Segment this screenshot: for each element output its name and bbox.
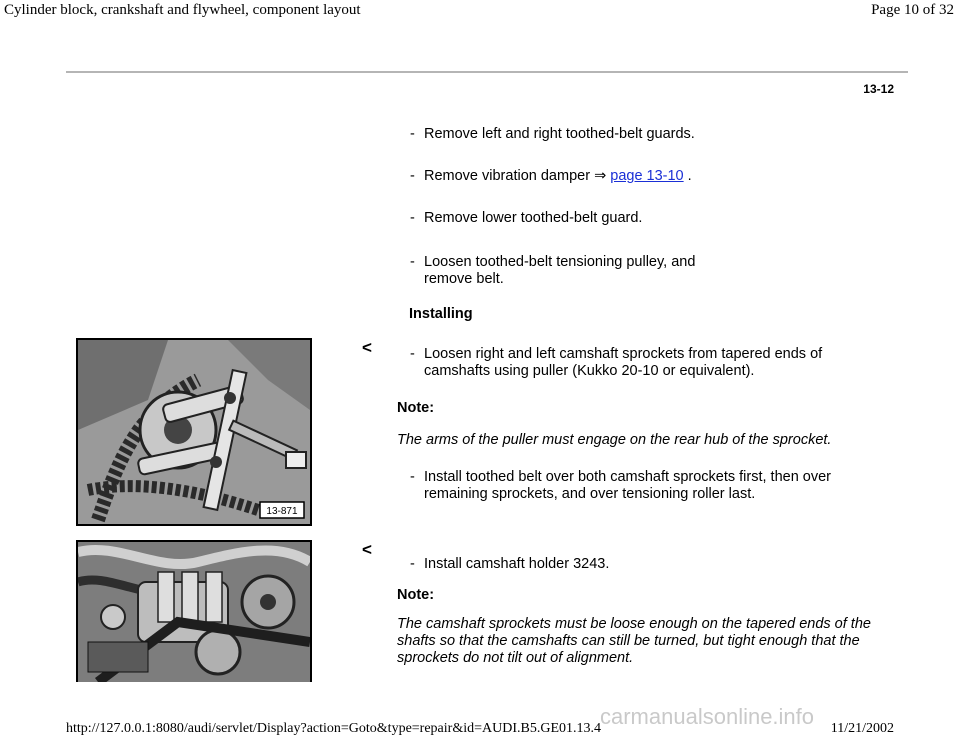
document-title: Cylinder block, crankshaft and flywheel, component layout bbox=[4, 2, 361, 18]
step-text: Install camshaft holder 3243. bbox=[424, 556, 610, 572]
step-remove-guards bbox=[410, 126, 860, 144]
step-text: Remove lower toothed-belt guard. bbox=[424, 210, 643, 226]
step-install-holder bbox=[410, 556, 910, 574]
page-link[interactable]: page 13-10 bbox=[610, 168, 684, 184]
footer-date: 11/21/2002 bbox=[830, 721, 894, 736]
step-text-end: . bbox=[687, 168, 692, 184]
footer-url-link[interactable]: http://127.0.0.1:8080/audi/servlet/Display?action=Goto&type=repair&id=AUDI.B5.GE01.13.4 bbox=[66, 721, 601, 736]
step-dash: - bbox=[410, 126, 415, 142]
step-remove-lower-guard bbox=[410, 210, 860, 228]
figure-camshaft-puller bbox=[76, 338, 312, 526]
step-text: Remove left and right toothed-belt guards. bbox=[424, 126, 695, 142]
step-dash: - bbox=[410, 254, 415, 270]
step-text-line-1: Loosen right and left camshaft sprockets from tapered ends of bbox=[424, 346, 823, 362]
watermark: carmanualsonline.info bbox=[600, 704, 815, 729]
page-indicator: Page 10 of 32 bbox=[871, 2, 954, 18]
note-text: The arms of the puller must engage on the rear hub of the sprocket. bbox=[397, 432, 832, 448]
step-text-line-2: camshafts using puller (Kukko 20-10 or equivalent). bbox=[424, 363, 755, 379]
step-marker-icon: < bbox=[362, 540, 372, 559]
step-text-line-1: Loosen toothed-belt tensioning pulley, and bbox=[424, 254, 696, 270]
step-text-line-2: remove belt. bbox=[424, 271, 504, 287]
cross-reference-arrow-icon: ⇒ bbox=[594, 168, 607, 184]
step-text: Remove vibration damper bbox=[424, 168, 591, 184]
step-dash: - bbox=[410, 469, 415, 485]
note-label: Note: bbox=[397, 587, 435, 603]
note-line-3: sprockets do not tilt out of alignment. bbox=[397, 650, 634, 666]
step-dash: - bbox=[410, 346, 415, 362]
step-remove-damper bbox=[410, 168, 860, 186]
step-loosen-sprockets bbox=[410, 346, 910, 382]
puller-illustration bbox=[78, 340, 310, 524]
note-text bbox=[397, 616, 871, 667]
step-text-line-2: remaining sprockets, and over tensioning roller last. bbox=[424, 486, 756, 502]
header-rule bbox=[66, 71, 908, 73]
step-loosen-pulley bbox=[410, 254, 860, 290]
step-dash: - bbox=[410, 210, 415, 226]
step-dash: - bbox=[410, 168, 415, 184]
note-line-1: The camshaft sprockets must be loose enough on the tapered ends of the bbox=[397, 616, 871, 632]
note-label: Note: bbox=[397, 400, 435, 416]
page-number: 13-12 bbox=[863, 82, 894, 96]
step-text-line-1: Install toothed belt over both camshaft sprockets first, then over bbox=[424, 469, 832, 485]
engine-illustration bbox=[78, 542, 310, 682]
figure-label: 13-871 bbox=[266, 506, 298, 517]
step-marker-icon: < bbox=[362, 338, 372, 357]
installing-heading: Installing bbox=[409, 306, 473, 322]
step-install-belt bbox=[410, 469, 910, 505]
step-dash: - bbox=[410, 556, 415, 572]
figure-camshaft-holder bbox=[76, 540, 312, 682]
note-line-2: shafts so that the camshafts can still be turned, but tight enough that the bbox=[397, 633, 860, 649]
